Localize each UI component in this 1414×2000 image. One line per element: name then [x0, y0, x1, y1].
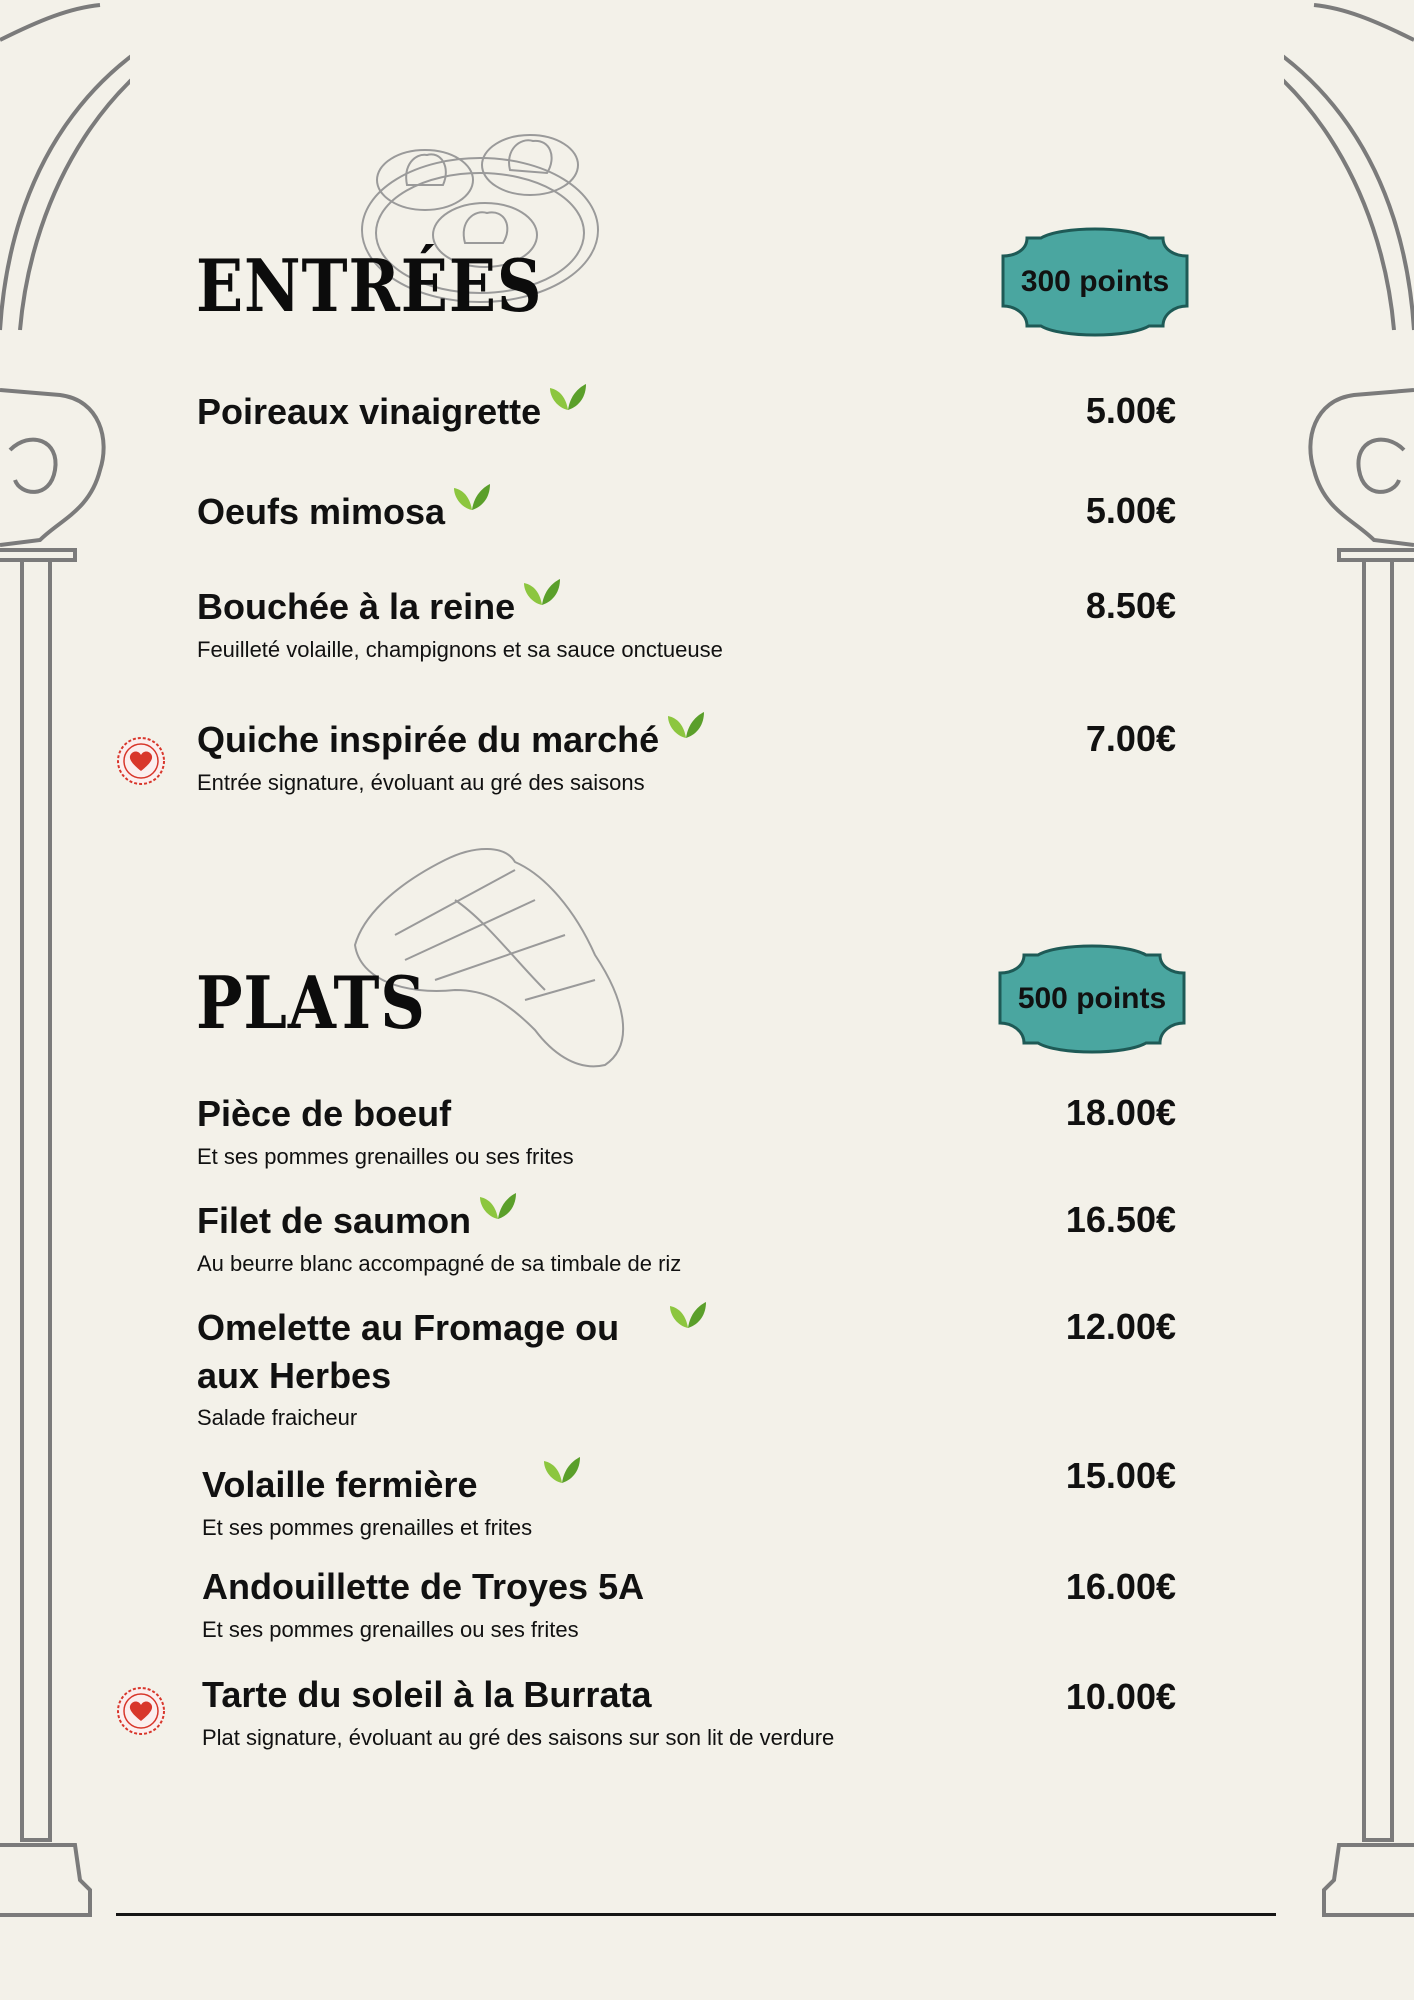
points-badge-plats: [998, 943, 1186, 1055]
menu-item-description: Et ses pommes grenailles et frites: [202, 1514, 533, 1540]
menu-item-price: 16.00€: [1065, 1566, 1176, 1607]
menu-item: [197, 716, 1197, 796]
menu-item-name: Oeufs mimosa: [197, 491, 446, 532]
menu-item: [197, 1197, 1197, 1277]
leaf-icon: [666, 710, 706, 740]
menu-item: [197, 583, 1197, 663]
menu-item-description: Plat signature, évoluant au gré des saisons sur son lit de verdure: [202, 1724, 835, 1750]
menu-item-price: 8.50€: [1085, 585, 1176, 626]
menu-item-description: Salade fraicheur: [197, 1405, 358, 1431]
menu-item-name: Filet de saumon: [197, 1200, 472, 1241]
leaf-icon: [548, 382, 588, 412]
leaf-icon: [668, 1300, 708, 1330]
heart-stamp-icon: [115, 735, 167, 787]
points-badge-label: 300 points: [1020, 265, 1170, 298]
menu-item-price: 12.00€: [1065, 1306, 1176, 1347]
left-pillar-ornament: [0, 0, 130, 1920]
menu-item-name: Andouillette de Troyes 5A: [202, 1566, 645, 1607]
leaf-icon: [542, 1455, 582, 1485]
menu-item-name: Tarte du soleil à la Burrata: [202, 1674, 652, 1715]
menu-item: [202, 1671, 1202, 1751]
menu-item-name-line-2: aux Herbes: [197, 1354, 392, 1396]
leaf-icon: [452, 482, 492, 512]
leaf-icon: [522, 577, 562, 607]
menu-item-name: Poireaux vinaigrette: [197, 391, 542, 432]
menu-item: [197, 1090, 1197, 1170]
menu-item-price: 16.50€: [1065, 1199, 1176, 1240]
menu-item: [197, 488, 1197, 536]
menu-item: [202, 1461, 1202, 1541]
menu-item: [197, 388, 1197, 436]
points-badge-entrees: [1001, 226, 1189, 338]
menu-item-price: 5.00€: [1085, 490, 1176, 531]
menu-item-name: Bouchée à la reine: [197, 586, 516, 627]
menu-item-price: 5.00€: [1085, 390, 1176, 431]
menu-item-price: 10.00€: [1065, 1676, 1176, 1717]
leaf-icon: [478, 1191, 518, 1221]
menu-item-name: Pièce de boeuf: [197, 1093, 452, 1134]
menu-item-price: 15.00€: [1065, 1455, 1176, 1496]
bottom-divider: [116, 1913, 1276, 1916]
right-pillar-ornament: [1284, 0, 1414, 1920]
section-title-plats: PLATS: [196, 960, 426, 1045]
menu-item-name-line-1: Omelette au Fromage ou: [197, 1307, 620, 1348]
points-badge-label: 500 points: [1017, 982, 1167, 1015]
menu-item-price: 18.00€: [1065, 1092, 1176, 1133]
section-title-entrees: ENTRÉES: [196, 243, 543, 328]
heart-stamp-icon: [115, 1685, 167, 1737]
menu-item-name: Volaille fermière: [202, 1464, 478, 1505]
menu-item-name: Quiche inspirée du marché: [197, 719, 660, 760]
menu-item: [202, 1563, 1202, 1643]
menu-item-description: Feuilleté volaille, champignons et sa sauce onctueuse: [197, 636, 723, 662]
menu-item-description: Entrée signature, évoluant au gré des saisons: [197, 769, 645, 795]
menu-item-description: Et ses pommes grenailles ou ses frites: [197, 1143, 574, 1169]
menu-item-description: Et ses pommes grenailles ou ses frites: [202, 1616, 579, 1642]
menu-item-price: 7.00€: [1085, 718, 1176, 759]
menu-item-description: Au beurre blanc accompagné de sa timbale de riz: [197, 1250, 682, 1276]
